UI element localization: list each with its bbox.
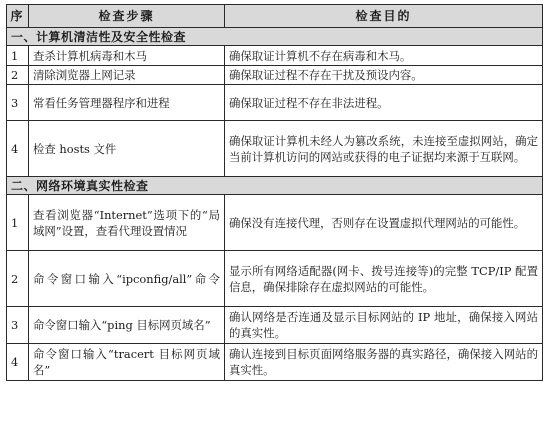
row-step: 命令窗口输入“ping 目标网页域名” [29,307,225,344]
row-step: 命令窗口输入“ipconfig/all”命令 [29,251,225,307]
row-step: 清除浏览器上网记录 [29,66,225,85]
table-row [7,121,543,177]
section-header-2 [7,177,543,195]
table-row [7,195,543,251]
table-row [7,66,543,85]
row-step: 命令窗口输入“tracert 目标网页域名” [29,344,225,381]
check-table [6,4,543,381]
row-purpose: 确保没有连接代理，否则存在设置虚拟代理网站的可能性。 [225,195,543,251]
row-seq: 4 [7,121,29,177]
section-title: 一、计算机清洁性及安全性检查 [7,28,543,46]
row-seq: 2 [7,251,29,307]
row-purpose: 确认网络是否连通及显示目标网站的 IP 地址，确保接入网站的真实性。 [225,307,543,344]
row-step: 查杀计算机病毒和木马 [29,46,225,66]
table-row [7,85,543,121]
row-purpose: 确保取证计算机未经人为篡改系统，未连接至虚拟网站，确定当前计算机访问的网站或获得的电子证据均来源于互联网。 [225,121,543,177]
row-step: 查看浏览器“Internet”选项下的“局域网”设置，查看代理设置情况 [29,195,225,251]
row-seq: 1 [7,195,29,251]
row-seq: 3 [7,307,29,344]
table-row [7,307,543,344]
header-seq: 序 [7,5,29,28]
section-title: 二、网络环境真实性检查 [7,177,543,195]
row-seq: 4 [7,344,29,381]
row-seq: 2 [7,66,29,85]
row-seq: 3 [7,85,29,121]
row-purpose: 确保取证过程不存在干扰及预设内容。 [225,66,543,85]
table-row [7,46,543,66]
row-step: 检查 hosts 文件 [29,121,225,177]
header-step: 检查步骤 [29,5,225,28]
section-header-1 [7,28,543,46]
table-row [7,251,543,307]
row-purpose: 确认连接到目标页面网络服务器的真实路径，确保接入网站的真实性。 [225,344,543,381]
table-row [7,344,543,381]
row-purpose: 确保取证计算机不存在病毒和木马。 [225,46,543,66]
row-purpose: 确保取证过程不存在非法进程。 [225,85,543,121]
row-seq: 1 [7,46,29,66]
row-step: 常看任务管理器程序和进程 [29,85,225,121]
row-purpose: 显示所有网络适配器(网卡、拨号连接等)的完整 TCP/IP 配置信息，确保排除存在虚拟网站的可能性。 [225,251,543,307]
table-header-row [7,5,543,28]
header-purpose: 检查目的 [225,5,543,28]
